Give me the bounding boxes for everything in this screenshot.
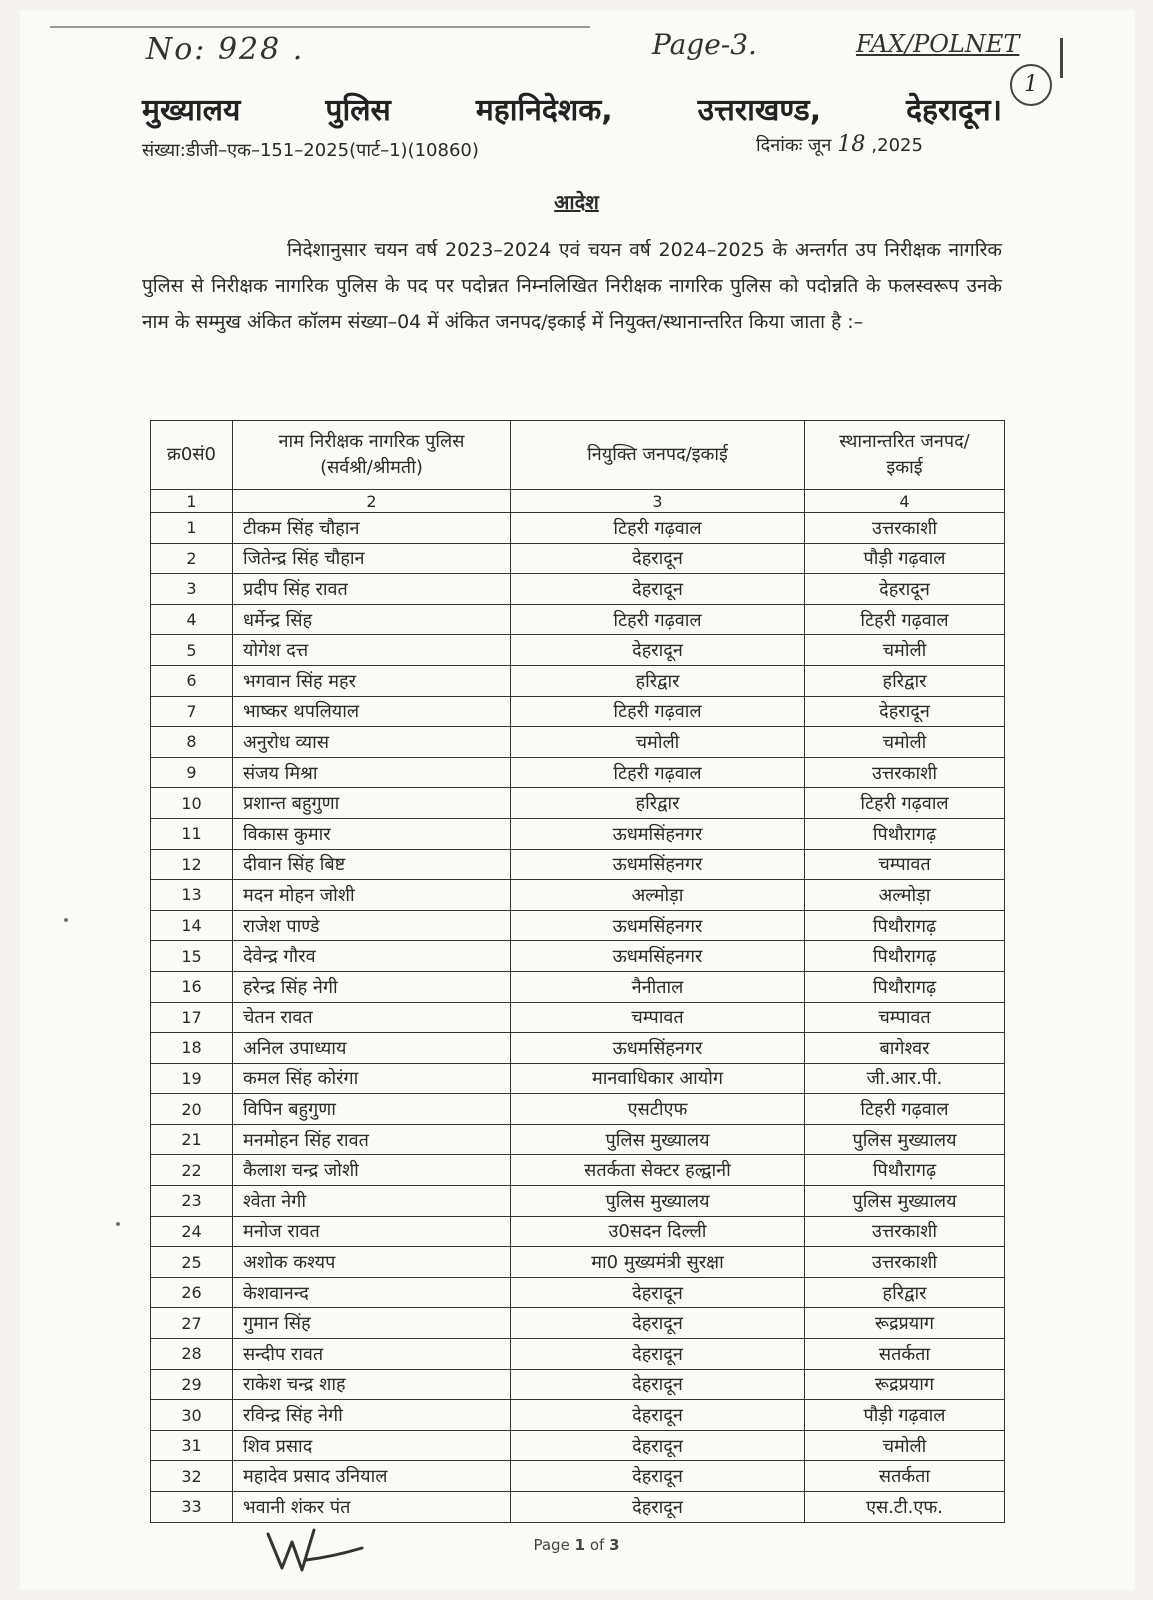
reference-number: संख्या:डीजी–एक–151–2025(पार्ट–1)(10860) — [142, 140, 479, 161]
table-row — [151, 941, 1005, 972]
table-row — [151, 757, 1005, 788]
table-row — [151, 1063, 1005, 1094]
row-transfer: पुलिस मुख्यालय — [805, 1124, 1005, 1155]
row-posting: देहरादून — [511, 635, 805, 666]
row-serial: 12 — [151, 849, 233, 880]
scan-speck — [64, 918, 68, 922]
row-transfer: पौड़ी गढ़वाल — [805, 543, 1005, 574]
row-name: केशवानन्द — [233, 1277, 511, 1308]
row-transfer: उत्तरकाशी — [805, 1247, 1005, 1278]
page-prefix: Page — [533, 1536, 570, 1554]
row-serial: 8 — [151, 727, 233, 758]
table-row — [151, 1277, 1005, 1308]
handwritten-ref-no: No: 928 . — [146, 32, 305, 67]
row-serial: 3 — [151, 574, 233, 605]
row-posting: देहरादून — [511, 543, 805, 574]
header-word: देहरादून। — [906, 93, 1002, 128]
margin-mark — [1060, 38, 1063, 78]
row-transfer: बागेश्वर — [805, 1033, 1005, 1064]
table-row — [151, 1124, 1005, 1155]
row-transfer: पिथौरागढ़ — [805, 818, 1005, 849]
table-row — [151, 1186, 1005, 1217]
row-transfer: हरिद्वार — [805, 665, 1005, 696]
column-number-row — [151, 490, 1005, 513]
row-posting: देहरादून — [511, 1369, 805, 1400]
column-number: 1 — [151, 490, 233, 513]
table-row — [151, 1339, 1005, 1370]
row-posting: टिहरी गढ़वाल — [511, 696, 805, 727]
table-row — [151, 1216, 1005, 1247]
row-name: कमल सिंह कोरंगा — [233, 1063, 511, 1094]
row-transfer: अल्मोड़ा — [805, 880, 1005, 911]
order-date — [756, 132, 923, 157]
row-serial: 6 — [151, 665, 233, 696]
row-name: गुमान सिंह — [233, 1308, 511, 1339]
row-posting: देहरादून — [511, 574, 805, 605]
row-serial: 18 — [151, 1033, 233, 1064]
table-header-row — [151, 421, 1005, 490]
row-transfer: चम्पावत — [805, 849, 1005, 880]
row-serial: 17 — [151, 1002, 233, 1033]
table-row — [151, 727, 1005, 758]
row-name: दीवान सिंह बिष्ट — [233, 849, 511, 880]
row-serial: 4 — [151, 604, 233, 635]
row-serial: 27 — [151, 1308, 233, 1339]
table-row — [151, 696, 1005, 727]
row-serial: 33 — [151, 1492, 233, 1523]
row-posting: चम्पावत — [511, 1002, 805, 1033]
row-serial: 32 — [151, 1461, 233, 1492]
row-transfer: पिथौरागढ़ — [805, 1155, 1005, 1186]
row-transfer: चमोली — [805, 1430, 1005, 1461]
row-posting: देहरादून — [511, 1430, 805, 1461]
row-posting: देहरादून — [511, 1308, 805, 1339]
row-transfer: टिहरी गढ़वाल — [805, 604, 1005, 635]
row-posting: उ0सदन दिल्ली — [511, 1216, 805, 1247]
page-number: 1 — [574, 1536, 586, 1554]
row-posting: टिहरी गढ़वाल — [511, 604, 805, 635]
row-name: हरेन्द्र सिंह नेगी — [233, 971, 511, 1002]
row-serial: 31 — [151, 1430, 233, 1461]
row-serial: 10 — [151, 788, 233, 819]
row-name: संजय मिश्रा — [233, 757, 511, 788]
row-name: जितेन्द्र सिंह चौहान — [233, 543, 511, 574]
row-posting: देहरादून — [511, 1492, 805, 1523]
handwritten-fax-note: FAX/POLNET — [856, 30, 1020, 58]
row-posting: हरिद्वार — [511, 665, 805, 696]
row-serial: 19 — [151, 1063, 233, 1094]
row-posting: टिहरी गढ़वाल — [511, 757, 805, 788]
row-serial: 22 — [151, 1155, 233, 1186]
date-prefix: दिनांकः जून — [756, 135, 832, 156]
row-name: रविन्द्र सिंह नेगी — [233, 1400, 511, 1431]
row-serial: 30 — [151, 1400, 233, 1431]
row-transfer: चमोली — [805, 727, 1005, 758]
row-serial: 26 — [151, 1277, 233, 1308]
row-name: कैलाश चन्द्र जोशी — [233, 1155, 511, 1186]
row-name: अनिल उपाध्याय — [233, 1033, 511, 1064]
page-total: 3 — [609, 1536, 620, 1554]
page-footer — [0, 1536, 1153, 1554]
row-transfer: उत्तरकाशी — [805, 757, 1005, 788]
row-posting: हरिद्वार — [511, 788, 805, 819]
scan-speck — [116, 1222, 120, 1226]
table-row — [151, 604, 1005, 635]
row-name: शिव प्रसाद — [233, 1430, 511, 1461]
row-serial: 20 — [151, 1094, 233, 1125]
row-name: श्वेता नेगी — [233, 1186, 511, 1217]
row-transfer: देहरादून — [805, 574, 1005, 605]
header-posting: नियुक्ति जनपद/इकाई — [511, 421, 805, 490]
header-word: पुलिस — [325, 93, 391, 128]
row-transfer: पिथौरागढ़ — [805, 941, 1005, 972]
row-transfer: रूद्रप्रयाग — [805, 1369, 1005, 1400]
row-name: राकेश चन्द्र शाह — [233, 1369, 511, 1400]
page-of: of — [589, 1536, 605, 1554]
table-row — [151, 849, 1005, 880]
table-row — [151, 1400, 1005, 1431]
header-word: उत्तराखण्ड, — [697, 93, 822, 128]
table-row — [151, 543, 1005, 574]
table-row — [151, 1155, 1005, 1186]
table-row — [151, 971, 1005, 1002]
row-posting: चमोली — [511, 727, 805, 758]
row-name: मनोज रावत — [233, 1216, 511, 1247]
row-transfer: पौड़ी गढ़वाल — [805, 1400, 1005, 1431]
table-row — [151, 1094, 1005, 1125]
column-number: 4 — [805, 490, 1005, 513]
row-serial: 13 — [151, 880, 233, 911]
table-row — [151, 1430, 1005, 1461]
row-posting: ऊधमसिंहनगर — [511, 818, 805, 849]
row-posting: सतर्कता सेक्टर हल्द्वानी — [511, 1155, 805, 1186]
row-transfer: रूद्रप्रयाग — [805, 1308, 1005, 1339]
row-serial: 16 — [151, 971, 233, 1002]
table-row — [151, 880, 1005, 911]
row-posting: ऊधमसिंहनगर — [511, 1033, 805, 1064]
row-posting: मा0 मुख्यमंत्री सुरक्षा — [511, 1247, 805, 1278]
row-transfer: हरिद्वार — [805, 1277, 1005, 1308]
row-transfer: टिहरी गढ़वाल — [805, 788, 1005, 819]
header-word: मुख्यालय — [142, 93, 241, 128]
row-transfer: देहरादून — [805, 696, 1005, 727]
table-row — [151, 1492, 1005, 1523]
table-row — [151, 1461, 1005, 1492]
date-day: 18 — [837, 132, 866, 157]
row-posting: देहरादून — [511, 1339, 805, 1370]
table-row — [151, 574, 1005, 605]
row-name: सन्दीप रावत — [233, 1339, 511, 1370]
row-posting: पुलिस मुख्यालय — [511, 1186, 805, 1217]
circled-number: 1 — [1010, 64, 1052, 106]
row-name: अनुरोध व्यास — [233, 727, 511, 758]
row-posting: देहरादून — [511, 1277, 805, 1308]
row-name: भवानी शंकर पंत — [233, 1492, 511, 1523]
table-body — [151, 513, 1005, 1523]
row-transfer: पुलिस मुख्यालय — [805, 1186, 1005, 1217]
row-posting: ऊधमसिंहनगर — [511, 910, 805, 941]
table-row — [151, 1002, 1005, 1033]
row-name: टीकम सिंह चौहान — [233, 513, 511, 544]
row-serial: 28 — [151, 1339, 233, 1370]
row-transfer: सतर्कता — [805, 1339, 1005, 1370]
row-serial: 25 — [151, 1247, 233, 1278]
row-transfer: पिथौरागढ़ — [805, 971, 1005, 1002]
row-posting: एसटीएफ — [511, 1094, 805, 1125]
row-serial: 15 — [151, 941, 233, 972]
row-name: प्रशान्त बहुगुणा — [233, 788, 511, 819]
row-transfer: जी.आर.पी. — [805, 1063, 1005, 1094]
table-row — [151, 1308, 1005, 1339]
date-year: ,2025 — [871, 135, 923, 156]
row-posting: देहरादून — [511, 1461, 805, 1492]
table-row — [151, 1247, 1005, 1278]
order-body: निदेशानुसार चयन वर्ष 2023–2024 एवं चयन वर्ष 2024–2025 के अन्तर्गत उप निरीक्षक नागरिक पुलिस से निरीक्षक नागरिक पुलिस के पद पर पदोन्नत निम्नलिखित निरीक्षक नागरिक पुलिस को पदोन्नति के फलस्वरूप उनके नाम के सम्मुख अंकित कॉलम संख्या–04 में अंकित जनपद/इकाई में नियुक्त/स्थानान्तरित किया जाता है :– — [142, 239, 1002, 333]
row-posting: अल्मोड़ा — [511, 880, 805, 911]
row-transfer: चमोली — [805, 635, 1005, 666]
row-posting: पुलिस मुख्यालय — [511, 1124, 805, 1155]
row-transfer: पिथौरागढ़ — [805, 910, 1005, 941]
order-title: आदेश — [554, 190, 599, 214]
office-header — [142, 88, 1002, 129]
row-serial: 1 — [151, 513, 233, 544]
row-serial: 24 — [151, 1216, 233, 1247]
row-name: अशोक कश्यप — [233, 1247, 511, 1278]
row-transfer: चम्पावत — [805, 1002, 1005, 1033]
row-transfer: उत्तरकाशी — [805, 1216, 1005, 1247]
row-transfer: सतर्कता — [805, 1461, 1005, 1492]
table-row — [151, 1369, 1005, 1400]
transfer-table — [150, 420, 1005, 1523]
row-transfer: टिहरी गढ़वाल — [805, 1094, 1005, 1125]
row-name: विकास कुमार — [233, 818, 511, 849]
table-row — [151, 788, 1005, 819]
table-row — [151, 513, 1005, 544]
row-name: प्रदीप सिंह रावत — [233, 574, 511, 605]
header-transfer: स्थानान्तरित जनपद/इकाई — [805, 421, 1005, 490]
row-serial: 29 — [151, 1369, 233, 1400]
row-serial: 23 — [151, 1186, 233, 1217]
header-serial: क्र0सं0 — [151, 421, 233, 490]
header-word: महानिदेशक, — [475, 93, 613, 128]
row-transfer: एस.टी.एफ. — [805, 1492, 1005, 1523]
handwritten-page-mark: Page-3. — [652, 28, 757, 61]
row-posting: ऊधमसिंहनगर — [511, 941, 805, 972]
row-serial: 11 — [151, 818, 233, 849]
row-posting: देहरादून — [511, 1400, 805, 1431]
row-name: भगवान सिंह महर — [233, 665, 511, 696]
row-name: विपिन बहुगुणा — [233, 1094, 511, 1125]
row-serial: 7 — [151, 696, 233, 727]
row-posting: नैनीताल — [511, 971, 805, 1002]
row-name: भाष्कर थपलियाल — [233, 696, 511, 727]
column-number: 2 — [233, 490, 511, 513]
row-name: देवेन्द्र गौरव — [233, 941, 511, 972]
table-row — [151, 1033, 1005, 1064]
row-name: चेतन रावत — [233, 1002, 511, 1033]
table-row — [151, 635, 1005, 666]
row-posting: मानवाधिकार आयोग — [511, 1063, 805, 1094]
row-name: मदन मोहन जोशी — [233, 880, 511, 911]
table-row — [151, 818, 1005, 849]
row-serial: 2 — [151, 543, 233, 574]
row-serial: 9 — [151, 757, 233, 788]
row-posting: टिहरी गढ़वाल — [511, 513, 805, 544]
row-name: महादेव प्रसाद उनियाल — [233, 1461, 511, 1492]
row-name: राजेश पाण्डे — [233, 910, 511, 941]
row-serial: 21 — [151, 1124, 233, 1155]
row-serial: 14 — [151, 910, 233, 941]
top-rule — [50, 26, 590, 28]
row-posting: ऊधमसिंहनगर — [511, 849, 805, 880]
row-transfer: उत्तरकाशी — [805, 513, 1005, 544]
row-name: धर्मेन्द्र सिंह — [233, 604, 511, 635]
header-name: नाम निरीक्षक नागरिक पुलिस (सर्वश्री/श्रीमती) — [233, 421, 511, 490]
column-number: 3 — [511, 490, 805, 513]
table-row — [151, 910, 1005, 941]
row-name: योगेश दत्त — [233, 635, 511, 666]
row-name: मनमोहन सिंह रावत — [233, 1124, 511, 1155]
table-row — [151, 665, 1005, 696]
row-serial: 5 — [151, 635, 233, 666]
